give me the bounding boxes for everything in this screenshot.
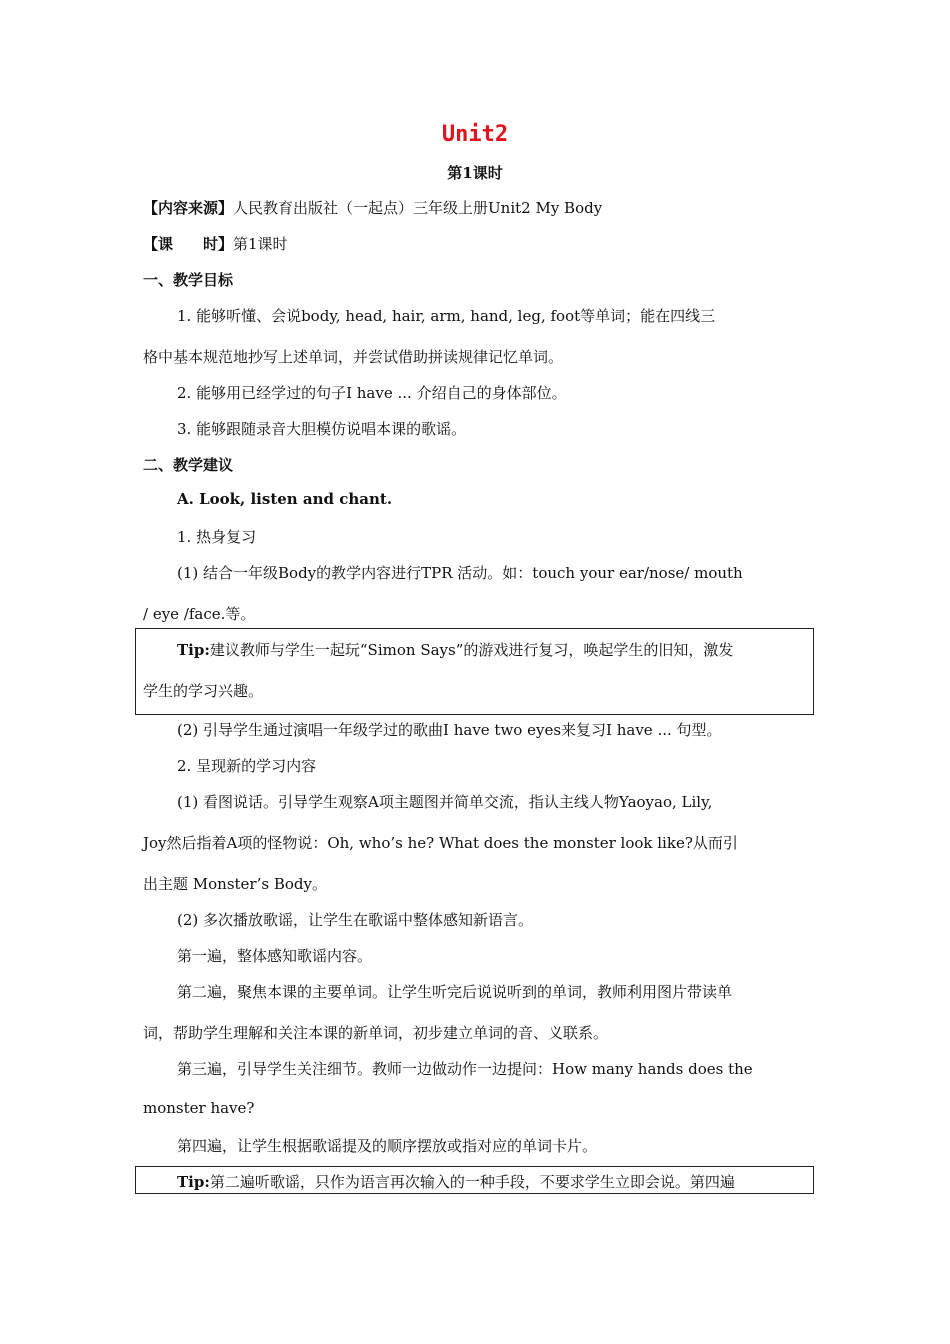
period-line bbox=[143, 233, 288, 254]
part-a-heading: A. Look, listen and chant. bbox=[177, 490, 393, 508]
tip2-label: Tip: bbox=[177, 1173, 210, 1191]
pass-3b: monster have? bbox=[143, 1099, 255, 1117]
present-step1a: (1) 看图说话。引导学生观察A项主题图并简单交流，指认主线人物Yaoyao, Lily, bbox=[177, 793, 713, 811]
pass-2a: 第二遍，聚焦本课的主要单词。让学生听完后说说听到的单词，教师利用图片带读单 bbox=[177, 983, 733, 1001]
warmup-title: 1. 热身复习 bbox=[177, 528, 257, 546]
pass-1: 第一遍，整体感知歌谣内容。 bbox=[177, 947, 373, 965]
pass-2b: 词，帮助学生理解和关注本课的新单词，初步建立单词的音、义联系。 bbox=[143, 1024, 609, 1042]
present-title: 2. 呈现新的学习内容 bbox=[177, 757, 317, 775]
tip2-text1: 第二遍听歌谣，只作为语言再次输入的一种手段，不要求学生立即会说。第四遍 bbox=[209, 1173, 735, 1191]
present-step2: (2) 多次播放歌谣，让学生在歌谣中整体感知新语言。 bbox=[177, 911, 534, 929]
warmup-step2: (2) 引导学生通过演唱一年级学过的歌曲I have two eyes来复习I have ... 句型。 bbox=[177, 721, 722, 739]
page-title: Unit2 bbox=[441, 122, 509, 147]
tip1-text1: 建议教师与学生一起玩“Simon Says”的游戏进行复习，唤起学生的旧知，激发 bbox=[209, 641, 734, 659]
tip1-line2: 学生的学习兴趣。 bbox=[143, 682, 264, 700]
period-label: 【课 时】 bbox=[143, 235, 234, 253]
tip1-line1 bbox=[177, 639, 733, 660]
objective-1a: 1. 能够听懂、会说body, head, hair, arm, hand, leg, foot等单词；能在四线三 bbox=[177, 307, 716, 325]
objective-1b: 格中基本规范地抄写上述单词，并尝试借助拼读规律记忆单词。 bbox=[143, 348, 564, 366]
warmup-step1a: (1) 结合一年级Body的教学内容进行TPR 活动。如：touch your ear/nose/ mouth bbox=[177, 564, 743, 582]
objective-2: 2. 能够用已经学过的句子I have ... 介绍自己的身体部位。 bbox=[177, 384, 567, 402]
source-text: 人民教育出版社（一起点）三年级上册Unit2 My Body bbox=[233, 199, 603, 217]
lesson-subtitle: 第1课时 bbox=[447, 164, 503, 182]
present-step1b: Joy然后指着A项的怪物说：Oh, who’s he? What does the monster look like?从而引 bbox=[143, 834, 738, 852]
pass-3a: 第三遍，引导学生关注细节。教师一边做动作一边提问：How many hands does the bbox=[177, 1060, 753, 1078]
pass-4: 第四遍，让学生根据歌谣提及的顺序摆放或指对应的单词卡片。 bbox=[177, 1137, 598, 1155]
tip-box-2 bbox=[135, 1166, 814, 1194]
present-step1c: 出主题 Monster’s Body。 bbox=[143, 875, 327, 893]
tip1-label: Tip: bbox=[177, 641, 210, 659]
warmup-step1b: / eye /face.等。 bbox=[143, 605, 256, 623]
objective-3: 3. 能够跟随录音大胆模仿说唱本课的歌谣。 bbox=[177, 420, 467, 438]
period-text: 第1课时 bbox=[233, 235, 288, 253]
tip2-line1 bbox=[177, 1171, 735, 1192]
section1-heading: 一、教学目标 bbox=[143, 271, 234, 289]
source-line bbox=[143, 197, 602, 218]
section2-heading: 二、教学建议 bbox=[143, 456, 234, 474]
tip-box-1 bbox=[135, 628, 814, 715]
source-label: 【内容来源】 bbox=[143, 199, 234, 217]
